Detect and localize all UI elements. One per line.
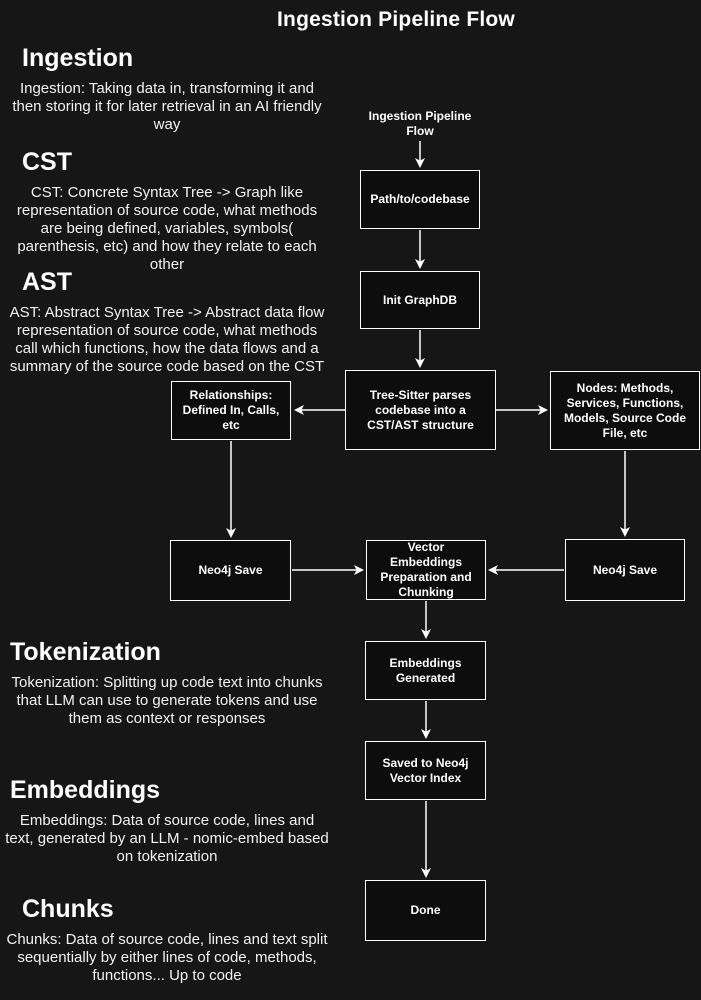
flow-node-init-graphdb: Init GraphDB — [360, 271, 480, 329]
glossary-body-ingestion: Ingestion: Taking data in, transforming it and then storing it for later retrieval in an AI friendly way — [12, 80, 322, 133]
flow-node-tree-sitter: Tree-Sitter parses codebase into a CST/AST structure — [345, 370, 496, 450]
glossary-body-tokenization: Tokenization: Splitting up code text into chunks that LLM can use to generate tokens and use them as context or responses — [11, 674, 323, 727]
glossary-heading-chunks: Chunks — [22, 895, 114, 923]
glossary-heading-ast: AST — [22, 268, 72, 296]
glossary-heading-embeddings: Embeddings — [10, 776, 161, 804]
flow-start-label: Ingestion Pipeline Flow — [368, 109, 472, 138]
flow-node-embeddings-generated: Embeddings Generated — [365, 641, 486, 700]
flow-node-neo4j-save-left: Neo4j Save — [170, 540, 291, 601]
flow-node-neo4j-save-right: Neo4j Save — [565, 539, 685, 601]
flow-node-relationships: Relationships: Defined In, Calls, etc — [171, 381, 291, 440]
flow-node-vector-embeddings: Vector Embeddings Preparation and Chunking — [366, 540, 486, 600]
flow-node-saved-to-index: Saved to Neo4j Vector Index — [365, 741, 486, 800]
glossary-heading-tokenization: Tokenization — [10, 638, 161, 666]
glossary-body-chunks: Chunks: Data of source code, lines and text split sequentially by either lines of code, methods, functions... Up to code — [6, 931, 328, 984]
flow-node-graph-nodes: Nodes: Methods, Services, Functions, Models, Source Code File, etc — [550, 371, 700, 450]
flow-node-path-to-codebase: Path/to/codebase — [360, 170, 480, 229]
glossary-body-cst: CST: Concrete Syntax Tree -> Graph like representation of source code, what methods are being defined, variables, symbols( parenthesis, etc) and how they relate to each other — [16, 184, 318, 273]
glossary-heading-ingestion: Ingestion — [22, 44, 134, 72]
glossary-heading-cst: CST — [22, 148, 72, 176]
glossary-body-ast: AST: Abstract Syntax Tree -> Abstract data flow representation of source code, what methods call which functions, how the data flows and a summary of the source code based on the CST — [9, 304, 325, 375]
glossary-body-embeddings: Embeddings: Data of source code, lines and text, generated by an LLM - nomic-embed based on tokenization — [5, 812, 329, 865]
page-title: Ingestion Pipeline Flow — [277, 8, 515, 31]
flow-node-done: Done — [365, 880, 486, 941]
